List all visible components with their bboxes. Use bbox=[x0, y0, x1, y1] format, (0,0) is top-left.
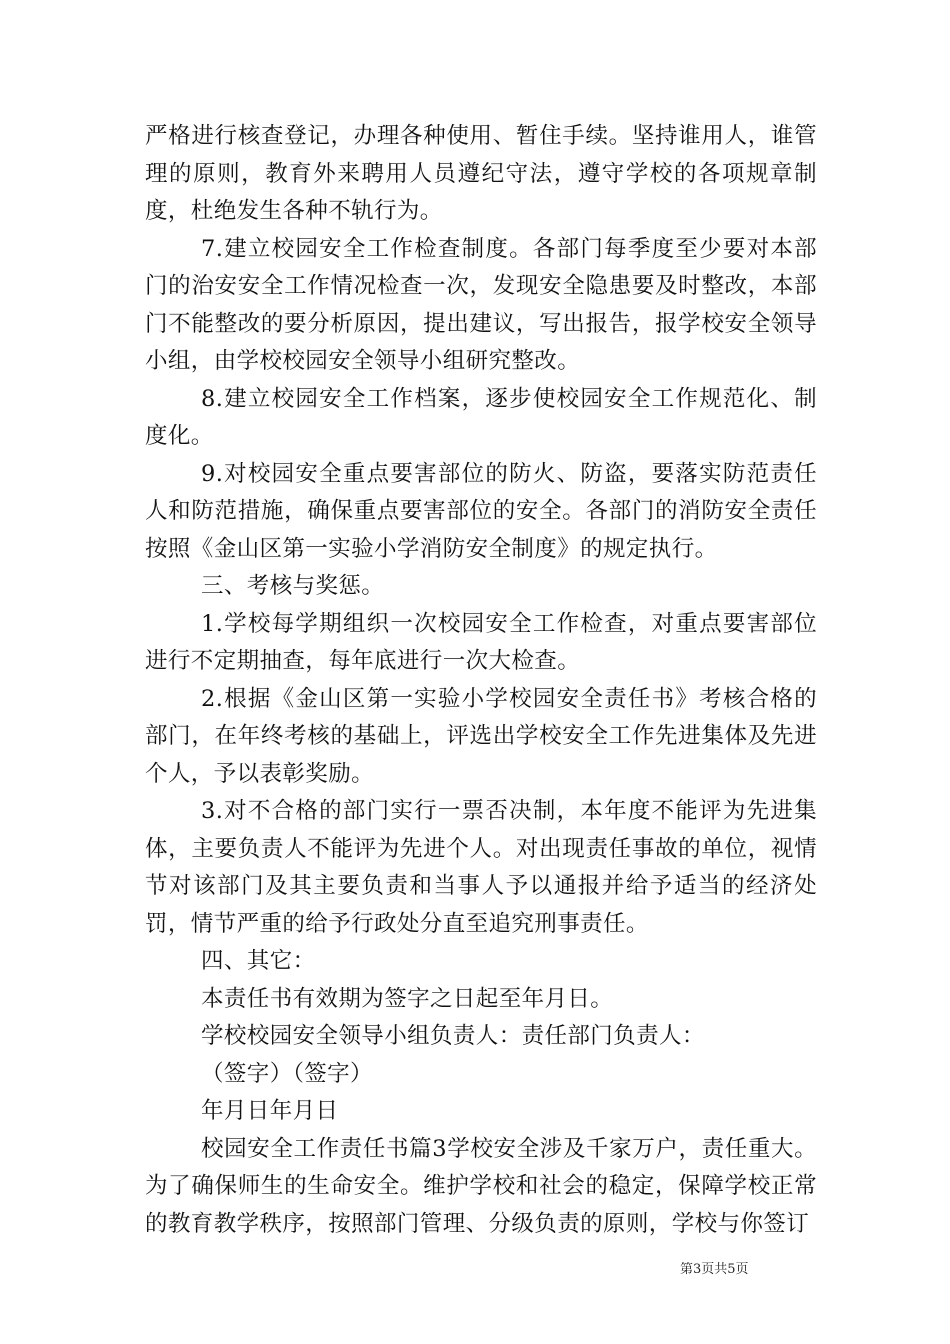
paragraph-part-3: 校园安全工作责任书篇3学校安全涉及千家万户，责任重大。为了确保师生的生命安全。维护学校和社会的稳定，保障学校正常的教育教学秩序，按照部门管理、分级负责的原则，学校与你签订 bbox=[145, 1135, 817, 1237]
validity-paragraph: 本责任书有效期为签字之日起至年月日。 bbox=[201, 985, 614, 1012]
document-body bbox=[145, 118, 817, 1243]
signatories-line: 学校校园安全领导小组负责人：责任部门负责人： bbox=[201, 1023, 705, 1049]
paragraph-item-9: 9.对校园安全重点要害部位的防火、防盗，要落实防范责任人和防范措施，确保重点要害部位的安全。各部门的消防安全责任按照《金山区第一实验小学消防安全制度》的规定执行。 bbox=[145, 460, 817, 562]
page-number: 第3页共5页 bbox=[680, 1262, 749, 1277]
paragraph-item-2: 2.根据《金山区第一实验小学校园安全责任书》考核合格的部门，在年终考核的基础上，评选出学校安全工作先进集体及先进个人，予以表彰奖励。 bbox=[145, 685, 817, 787]
section-heading-3: 三、考核与奖惩。 bbox=[201, 573, 385, 599]
paragraph-item-7: 7.建立校园安全工作检查制度。各部门每季度至少要对本部门的治安安全工作情况检查一次，发现安全隐患要及时整改，本部门不能整改的要分析原因，提出建议，写出报告，报学校安全领导小组，由学校校园安全领导小组研究整改。 bbox=[145, 235, 817, 374]
paragraph-item-1: 1.学校每学期组织一次校园安全工作检查，对重点要害部位进行不定期抽查，每年底进行一次大检查。 bbox=[145, 610, 817, 674]
section-heading-4: 四、其它： bbox=[201, 948, 316, 974]
paragraph-item-8: 8.建立校园安全工作档案，逐步使校园安全工作规范化、制度化。 bbox=[145, 385, 817, 449]
paragraph-1: 严格进行核查登记，办理各种使用、暂住手续。坚持谁用人，谁管理的原则，教育外来聘用人员遵纪守法，遵守学校的各项规章制度，杜绝发生各种不轨行为。 bbox=[145, 123, 817, 224]
date-line: 年月日年月日 bbox=[201, 1098, 339, 1124]
paragraph-item-3: 3.对不合格的部门实行一票否决制，本年度不能评为先进集体，主要负责人不能评为先进个人。对出现责任事故的单位，视情节对该部门及其主要负责和当事人予以通报并给予适当的经济处罚，情节严重的给予行政处分直至追究刑事责任。 bbox=[145, 798, 817, 937]
signature-line: （签字）（签字） bbox=[201, 1060, 373, 1087]
